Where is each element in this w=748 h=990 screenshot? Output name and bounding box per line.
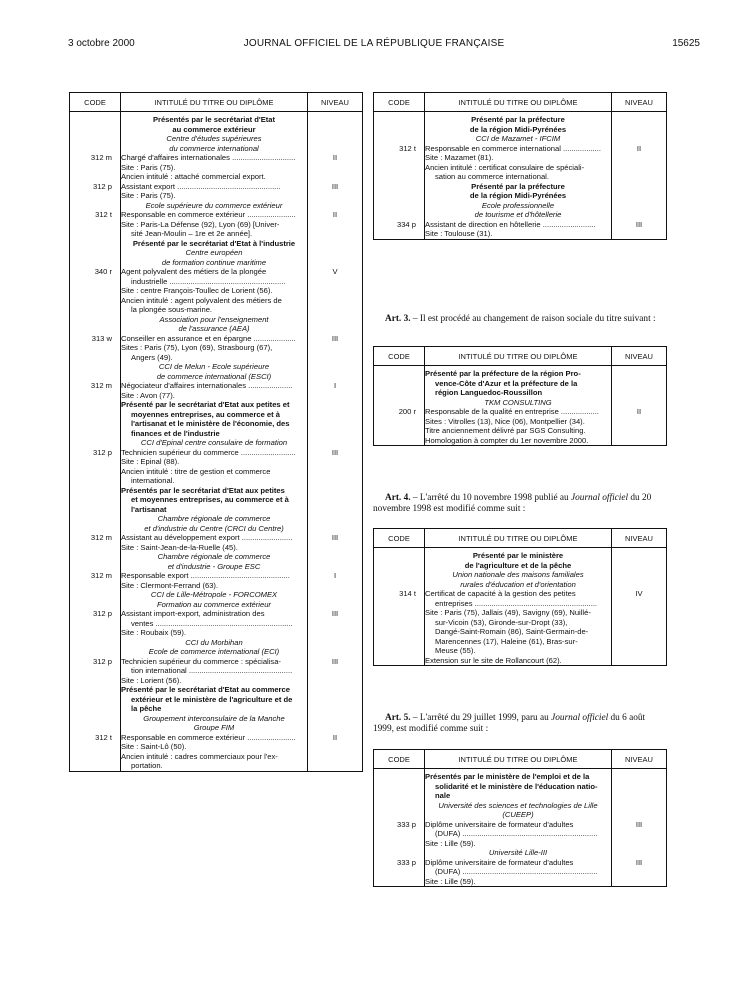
diploma-code: 312 t [95, 732, 112, 742]
page-header [0, 38, 748, 52]
entry-line: région Languedoc-Roussillon [435, 388, 543, 397]
entry-line: ventes ................................................................. [131, 618, 293, 628]
col-header-code: CODE [374, 347, 425, 366]
niveau-cell [308, 733, 363, 772]
entry-line: Université des sciences et technologies de Lille [438, 800, 598, 810]
right-diploma-table-4 [373, 749, 667, 887]
entry-line: moyennes entreprises, au commerce et à [131, 409, 280, 419]
table-row [70, 657, 363, 733]
niveau-cell [612, 366, 667, 408]
intitule-cell [121, 381, 308, 448]
intitule-cell [121, 657, 308, 733]
niveau-cell [612, 407, 667, 446]
diploma-code: 312 p [92, 609, 112, 618]
table-row [70, 153, 363, 182]
entry-line: Assistant import-export, administration des [121, 609, 265, 618]
entry-line: Ecole professionnelle [481, 200, 555, 210]
niveau-cell [308, 334, 363, 382]
entry-line: Présentés par le secrétariat d'Etat aux petites [121, 485, 285, 495]
col-header-intitule: INTITULÉ DU TITRE OU DIPLÔME [425, 750, 612, 769]
code-cell [374, 589, 425, 666]
niveau-cell [308, 448, 363, 534]
code-cell [374, 366, 425, 408]
entry-line: Dangé-Saint-Romain (86), Saint-Germain-de- [435, 627, 589, 636]
entry-line: international. [131, 476, 175, 485]
diploma-level: III [635, 219, 643, 229]
entry-line: Site : Lille (59). [425, 838, 476, 848]
diploma-code: 333 p [396, 819, 416, 829]
entry-line: tion international ................................................. [131, 666, 293, 675]
diploma-code: 334 p [396, 219, 416, 229]
entry-line: Assistant de direction en hôtellerie ......................... [425, 219, 596, 229]
code-cell [374, 407, 425, 446]
diploma-code: 312 m [90, 381, 112, 390]
article-4-paragraph [373, 493, 666, 515]
entry-line: Chambre régionale de commerce [157, 552, 271, 561]
entry-line: CCI de Mazamet - IFCIM [475, 134, 561, 143]
niveau-cell [612, 220, 667, 240]
niveau-cell [308, 267, 363, 334]
entry-line: Diplôme universitaire de formateur d'adultes [425, 819, 574, 829]
code-cell [374, 820, 425, 858]
entry-line: CCI de Melun - Ecole supérieure [158, 362, 270, 371]
table-row [374, 366, 667, 408]
right-diploma-table-3 [373, 528, 667, 666]
table-row [374, 589, 667, 666]
col-header-niveau: NIVEAU [612, 529, 667, 548]
diploma-level: III [331, 333, 339, 343]
intitule-cell [121, 334, 308, 382]
entry-line: CCI de Lille-Métropole - FORCOMEX [150, 590, 278, 599]
diploma-level: III [635, 819, 643, 829]
article-5-paragraph [373, 713, 666, 735]
entry-line: Présentés par le secrétariat d'Etat [152, 115, 276, 124]
entry-line: extérieur et le ministère de l'agriculture et de [131, 694, 293, 704]
entry-line: rurales d'éducation et d'orientation [460, 579, 576, 589]
header-date: 3 octobre 2000 [68, 38, 135, 49]
code-cell [70, 112, 121, 154]
intitule-cell [425, 407, 612, 446]
intitule-cell [425, 144, 612, 220]
article-4-text: – L'arrêté du 10 novembre 1998 publié au [410, 493, 572, 503]
diploma-code: 314 t [399, 589, 416, 598]
intitule-cell [425, 858, 612, 887]
code-cell [374, 112, 425, 144]
diploma-code: 313 w [91, 333, 112, 343]
entry-line: Site : Toulouse (31). [425, 229, 493, 238]
entry-line: Technicien supérieur du commerce : spécialisa- [121, 656, 281, 666]
entry-line: Extension sur le site de Rollancourt (62). [425, 655, 562, 665]
entry-line: Site : Paris (75). [121, 191, 176, 200]
niveau-cell [308, 112, 363, 154]
diploma-level: II [332, 732, 338, 742]
entry-line: Ecole de commerce international (ECI) [148, 647, 280, 656]
entry-line: Site : Epinal (88). [121, 457, 180, 466]
entry-line: portation. [131, 761, 163, 770]
page-number: 15625 [672, 38, 700, 49]
table-row [374, 820, 667, 858]
code-cell [70, 733, 121, 772]
diploma-code: 312 m [90, 153, 112, 162]
niveau-cell [612, 769, 667, 820]
entry-line: de l'assurance (AEA) [178, 324, 250, 333]
entry-line: Site : Saint-Lô (50). [121, 742, 187, 751]
entry-line: Site : Paris (75), Jallais (49), Savigny (69), Nuillé- [425, 608, 591, 617]
table-row [70, 609, 363, 657]
col-header-code: CODE [70, 93, 121, 112]
niveau-cell [308, 182, 363, 211]
intitule-cell [121, 448, 308, 534]
intitule-cell [121, 733, 308, 772]
intitule-cell [121, 609, 308, 657]
article-4-label: Art. 4. [385, 493, 411, 503]
entry-line: Site : Mazamet (81). [425, 153, 494, 162]
col-header-code: CODE [374, 529, 425, 548]
code-cell [70, 182, 121, 211]
col-header-niveau: NIVEAU [612, 347, 667, 366]
table-row [374, 548, 667, 590]
entry-line: Ancien intitulé : attaché commercial export. [121, 172, 266, 181]
table-row [70, 381, 363, 448]
entry-line: la pêche [131, 704, 162, 713]
table-row [70, 448, 363, 534]
niveau-cell [308, 533, 363, 571]
article-5-label: Art. 5. [385, 713, 411, 723]
code-cell [374, 858, 425, 887]
niveau-cell [612, 589, 667, 666]
entry-line: Homologation à compter du 1er novembre 2000. [425, 435, 589, 445]
diploma-level: III [331, 656, 339, 666]
entry-line: Titre anciennement délivré par SGS Consulting. [425, 426, 586, 435]
entry-line: industrielle ....................................................... [131, 276, 286, 286]
table-row [70, 334, 363, 382]
table-row [374, 769, 667, 820]
entry-line: Responsable export ............................................... [121, 571, 290, 580]
code-cell [70, 533, 121, 571]
article-4-journal: Journal officiel [571, 493, 629, 503]
niveau-cell [308, 609, 363, 657]
table-row [70, 112, 363, 154]
right-diploma-table-1 [373, 92, 667, 240]
table-row [70, 571, 363, 609]
diploma-code: 312 t [95, 210, 112, 219]
entry-line: CCI d'Epinal centre consulaire de formation [140, 438, 288, 447]
entry-line: Groupement interconsulaire de la Manche [143, 713, 285, 723]
diploma-level: II [636, 407, 642, 416]
intitule-cell [121, 210, 308, 267]
entry-line: finances et de l'industrie [131, 428, 220, 438]
niveau-cell [612, 820, 667, 858]
entry-line: et moyennes entreprises, au commerce et à [131, 495, 289, 504]
code-cell [70, 153, 121, 182]
entry-line: Centre d'études supérieures [166, 134, 262, 143]
table-row [374, 858, 667, 887]
entry-line: TKM CONSULTING [484, 397, 552, 407]
intitule-cell [425, 769, 612, 820]
entry-line: au commerce extérieur [172, 124, 256, 134]
diploma-level: I [333, 381, 337, 390]
entry-line: Présenté par le secrétariat d'Etat aux petites et [121, 400, 290, 409]
col-header-niveau: NIVEAU [612, 750, 667, 769]
diploma-level: III [331, 181, 339, 191]
entry-line: de commerce international (ESCI) [156, 371, 272, 381]
entry-line: Groupe FIM [193, 723, 235, 732]
diploma-code: 312 p [92, 447, 112, 457]
entry-line: de la région Midi-Pyrénées [469, 124, 567, 134]
entry-line: Formation au commerce extérieur [157, 599, 271, 609]
col-header-intitule: INTITULÉ DU TITRE OU DIPLÔME [425, 347, 612, 366]
entry-line: Angers (49). [131, 352, 173, 362]
entry-line: sation au commerce international. [435, 172, 549, 181]
entry-line: du commerce international [169, 143, 259, 153]
entry-line: Association pour l'enseignement [159, 314, 269, 324]
diploma-code: 340 r [94, 267, 112, 276]
entry-line: sité Jean-Moulin – 1re et 2e année]. [131, 229, 253, 238]
niveau-cell [308, 657, 363, 733]
col-header-code: CODE [374, 750, 425, 769]
entry-line: Centre européen [185, 248, 243, 257]
entry-line: (CUEEP) [502, 810, 534, 819]
entry-line: CCI du Morbihan [185, 637, 243, 647]
entry-line: Site : Lorient (56). [121, 675, 182, 685]
entry-line: Assistant au développement export ........................ [121, 533, 293, 542]
diploma-code: 333 p [396, 857, 416, 867]
entry-line: et d'industrie - Groupe ESC [167, 561, 261, 571]
col-header-code: CODE [374, 93, 425, 112]
intitule-cell [121, 267, 308, 334]
article-5-journal: Journal officiel [551, 713, 609, 723]
entry-line: Négociateur d'affaires internationales ..................... [121, 381, 293, 390]
code-cell [70, 210, 121, 267]
article-4-text-2: du 20 novembre 1998 est modifié comme suit : [373, 493, 652, 514]
entry-line: de tourisme et d'hôtellerie [474, 210, 562, 219]
entry-line: Sites : Vitrolles (13), Nice (06), Montpellier (34). [425, 416, 585, 426]
article-3-label: Art. 3. [385, 314, 411, 324]
entry-line: Ancien intitulé : certificat consulaire de spéciali- [425, 162, 585, 172]
entry-line: Ancien intitulé : cadres commerciaux pour l'ex- [121, 751, 278, 761]
article-3-text: – Il est procédé au changement de raison sociale du titre suivant : [410, 314, 656, 324]
entry-line: Responsable de la qualité en entreprise .................. [425, 407, 599, 416]
code-cell [70, 571, 121, 609]
niveau-cell [308, 210, 363, 267]
entry-line: Diplôme universitaire de formateur d'adultes [425, 857, 574, 867]
diploma-code: 312 p [92, 656, 112, 666]
entry-line: de formation continue maritime [161, 257, 267, 267]
entry-line: Chargé d'affaires internationales .............................. [121, 153, 296, 162]
entry-line: solidarité et le ministère de l'éducation natio- [435, 781, 598, 791]
entry-line: Présenté par la préfecture [471, 115, 565, 124]
diploma-code: 312 m [90, 533, 112, 542]
entry-line: Présenté par le ministère [472, 551, 564, 560]
intitule-cell [425, 589, 612, 666]
diploma-level: III [331, 609, 339, 618]
diploma-level: III [331, 447, 339, 457]
diploma-level: II [332, 153, 338, 162]
niveau-cell [308, 153, 363, 182]
table-row [374, 112, 667, 144]
entry-line: Responsable en commerce extérieur ....................... [121, 732, 296, 742]
intitule-cell [425, 820, 612, 858]
code-cell [374, 144, 425, 220]
entry-line: Site : Lille (59). [425, 876, 476, 886]
entry-line: Site : Paris (75). [121, 162, 176, 172]
table-row [70, 182, 363, 211]
code-cell [374, 769, 425, 820]
diploma-level: III [635, 857, 643, 867]
entry-line: Meuse (55). [435, 646, 476, 655]
left-diploma-table [69, 92, 363, 772]
entry-line: Ecole supérieure du commerce extérieur [145, 200, 283, 210]
diploma-level: III [331, 533, 339, 542]
intitule-cell [121, 533, 308, 571]
entry-line: Université Lille-III [488, 848, 548, 857]
entry-line: Site : Avon (77). [121, 390, 175, 400]
diploma-level: II [636, 143, 642, 153]
entry-line: (DUFA) ................................................................ [435, 829, 598, 838]
entry-line: Site : Roubaix (59). [121, 628, 186, 637]
col-header-intitule: INTITULÉ DU TITRE OU DIPLÔME [425, 529, 612, 548]
entry-line: Union nationale des maisons familiales [452, 570, 584, 579]
entry-line: Ancien intitulé : titre de gestion et commerce [121, 466, 271, 476]
table-row [70, 267, 363, 334]
table-row [70, 733, 363, 772]
entry-line: (DUFA) ................................................................ [435, 867, 598, 876]
article-5-text-2: du 6 août 1999, est modifié comme suit : [373, 713, 646, 734]
code-cell [70, 334, 121, 382]
intitule-cell [121, 182, 308, 211]
entry-line: Site : centre François-Toullec de Lorient (56). [121, 286, 273, 295]
entry-line: nale [435, 791, 451, 800]
journal-title: JOURNAL OFFICIEL DE LA RÉPUBLIQUE FRANÇAISE [243, 38, 505, 49]
diploma-level: I [333, 571, 337, 580]
right-diploma-table-2 [373, 346, 667, 446]
table-row [70, 210, 363, 267]
intitule-cell [425, 366, 612, 408]
diploma-level: IV [635, 589, 643, 598]
entry-line: Assistant export ................................................. [121, 181, 281, 191]
niveau-cell [612, 858, 667, 887]
diploma-code: 312 m [90, 571, 112, 580]
table-row [374, 144, 667, 220]
entry-line: Site : Saint-Jean-de-la-Ruelle (45). [121, 542, 238, 552]
entry-line: la plongée sous-marine. [131, 305, 213, 314]
niveau-cell [612, 112, 667, 144]
entry-line: l'artisanat [131, 504, 167, 514]
entry-line: Agent polyvalent des métiers de la plongée [121, 267, 267, 276]
entry-line: de l'agriculture et de la pêche [464, 560, 572, 570]
col-header-intitule: INTITULÉ DU TITRE OU DIPLÔME [121, 93, 308, 112]
code-cell [70, 267, 121, 334]
entry-line: sur-Vicoin (53), Gironde-sur-Dropt (33), [435, 617, 568, 627]
entry-line: Conseiller en assurance et en épargne .................... [121, 333, 296, 343]
entry-line: Marencennes (17), Haleine (61), Bras-sur- [435, 636, 578, 646]
entry-line: Présenté par la préfecture de la région Pro- [425, 369, 581, 378]
intitule-cell [425, 112, 612, 144]
entry-line: Chambre régionale de commerce [157, 514, 271, 523]
intitule-cell [425, 548, 612, 590]
col-header-intitule: INTITULÉ DU TITRE OU DIPLÔME [425, 93, 612, 112]
entry-line: Présentés par le ministère de l'emploi et de la [425, 772, 590, 781]
entry-line: entreprises .......................................................... [435, 598, 598, 608]
niveau-cell [308, 381, 363, 448]
diploma-code: 312 p [92, 181, 112, 191]
entry-line: Responsable en commerce extérieur ....................... [121, 210, 296, 219]
table-row [70, 533, 363, 571]
niveau-cell [612, 144, 667, 220]
intitule-cell [425, 220, 612, 240]
niveau-cell [308, 571, 363, 609]
entry-line: Ancien intitulé : agent polyvalent des métiers de [121, 295, 282, 305]
table-row [374, 220, 667, 240]
code-cell [70, 657, 121, 733]
entry-line: Site : Paris-La Défense (92), Lyon (69) [Univer- [121, 219, 280, 229]
code-cell [374, 548, 425, 590]
col-header-niveau: NIVEAU [308, 93, 363, 112]
intitule-cell [121, 112, 308, 154]
col-header-niveau: NIVEAU [612, 93, 667, 112]
code-cell [70, 448, 121, 534]
code-cell [70, 609, 121, 657]
entry-line: Présenté par la préfecture [471, 181, 565, 191]
entry-line: vence-Côte d'Azur et la préfecture de la [435, 378, 578, 388]
article-5-text: – L'arrêté du 29 juillet 1999, paru au [410, 713, 552, 723]
entry-line: Sites : Paris (75), Lyon (69), Strasbourg (67), [121, 343, 273, 352]
entry-line: de la région Midi-Pyrénées [469, 191, 567, 200]
diploma-code: 312 t [399, 143, 416, 153]
intitule-cell [121, 153, 308, 182]
entry-line: et d'industrie du Centre (CRCI du Centre) [144, 523, 284, 533]
entry-line: Présenté par le secrétariat d'Etat à l'industrie [132, 238, 296, 248]
niveau-cell [612, 548, 667, 590]
entry-line: Technicien supérieur du commerce .......................... [121, 447, 296, 457]
code-cell [70, 381, 121, 448]
entry-line: Responsable en commerce international .................. [425, 143, 602, 153]
diploma-level: II [332, 210, 338, 219]
entry-line: Site : Clermont-Ferrand (63). [121, 580, 219, 590]
article-3-paragraph [373, 314, 666, 325]
diploma-level: V [332, 267, 338, 276]
code-cell [374, 220, 425, 240]
entry-line: Certificat de capacité à la gestion des petites [425, 589, 576, 598]
intitule-cell [121, 571, 308, 609]
entry-line: l'artisanat et le ministère de l'économie, des [131, 419, 290, 428]
diploma-code: 200 r [398, 407, 416, 416]
entry-line: Présenté par le secrétariat d'Etat au commerce [121, 685, 290, 694]
table-row [374, 407, 667, 446]
